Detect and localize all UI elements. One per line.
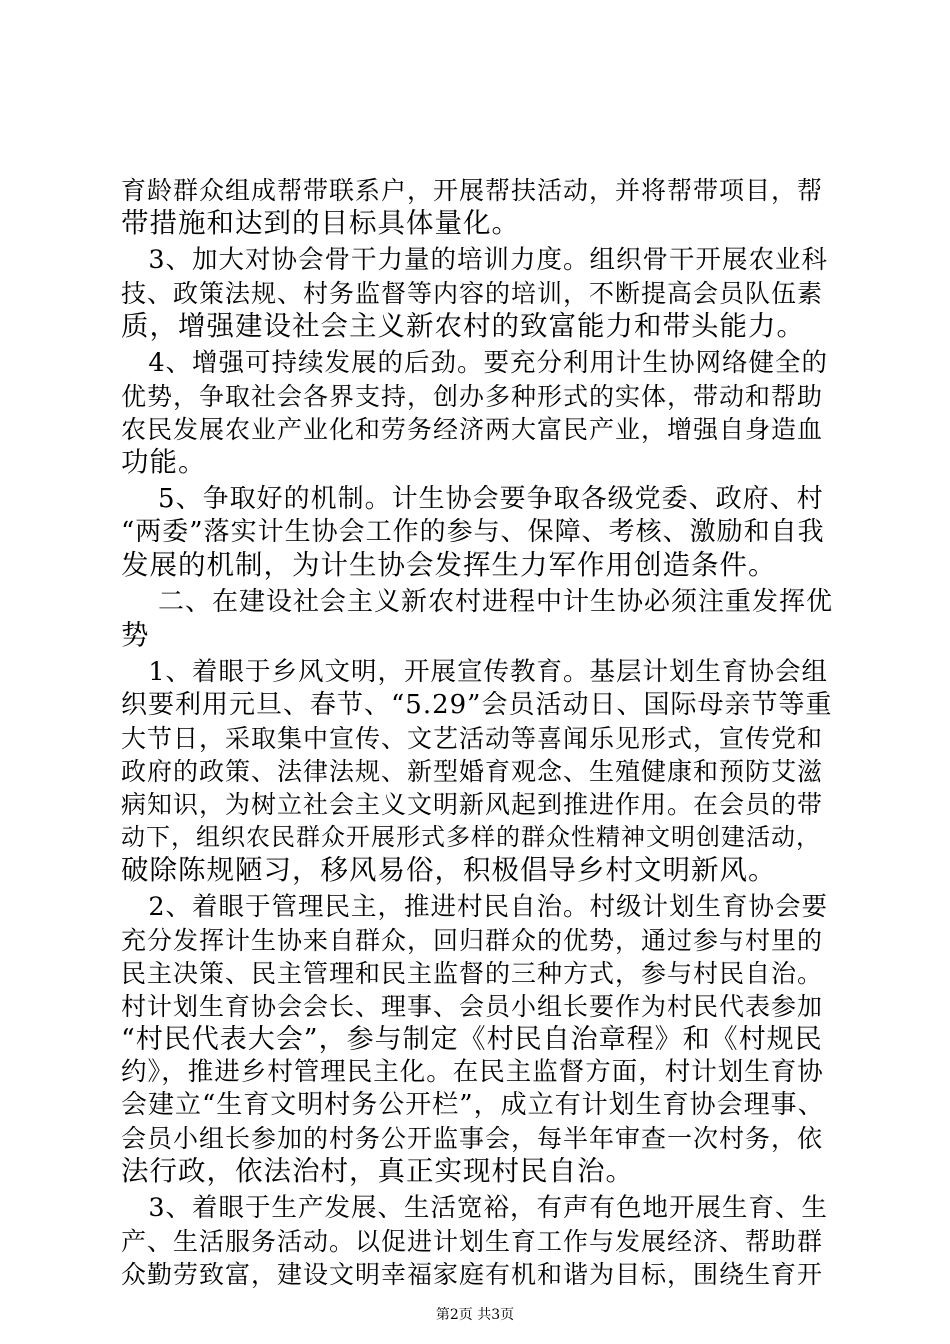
text-line: 产、生活服务活动。以促进计划生育工作与发展经济、帮助群	[121, 1227, 824, 1256]
text-line: 二、在建设社会主义新农村进程中计生协必须注重发挥优	[121, 587, 834, 617]
text-line: 质，增强建设社会主义新农村的致富能力和带头能力。	[121, 310, 805, 342]
text-line: 大节日，采取集中宣传、文艺活动等喜闻乐见形式，宣传党和	[121, 724, 824, 753]
text-line: 会员小组长参加的村务公开监事会，每半年审查一次村务，依	[121, 1124, 824, 1153]
text-line: 织要利用元旦、春节、“5.29”会员活动日、国际母亲节等重	[121, 690, 833, 720]
text-line: 3、着眼于生产发展、生活宽裕，有声有色地开展生育、生	[121, 1193, 829, 1223]
text-line: 农民发展农业产业化和劳务经济两大富民产业，增强自身造血	[121, 415, 824, 444]
text-line: 1、着眼于乡风文明，开展宣传教育。基层计划生育协会组	[121, 657, 829, 687]
text-line: 政府的政策、法律法规、新型婚育观念、生殖健康和预防艾滋	[121, 757, 824, 786]
text-line: 带措施和达到的目标具体量化。	[121, 207, 520, 239]
text-line: 动下，组织农民群众开展形式多样的群众性精神文明创建活动，	[121, 823, 821, 851]
text-line: 优势，争取社会各界支持，创办多种形式的实体，带动和帮助	[121, 382, 824, 411]
text-line: 破除陈规陋习，移风易俗，积极倡导乡村文明新风。	[121, 854, 777, 886]
text-line: 育龄群众组成帮带联系户，开展帮扶活动，并将帮带项目，帮	[121, 176, 824, 205]
text-line: 村计划生育协会会长、理事、会员小组长要作为村民代表参加	[121, 992, 824, 1021]
text-line: 功能。	[121, 446, 207, 478]
text-line: 4、增强可持续发展的后劲。要充分利用计生协网络健全的	[121, 348, 829, 378]
text-line: 势	[121, 619, 150, 651]
text-line: 2、着眼于管理民主，推进村民自治。村级计划生育协会要	[121, 892, 829, 922]
text-line: “两委”落实计生协会工作的参与、保障、考核、激励和自我	[121, 517, 825, 547]
text-line: 3、加大对协会骨干力量的培训力度。组织骨干开展农业科	[121, 245, 829, 275]
text-line: 法行政，依法治村，真正实现村民自治。	[121, 1155, 634, 1187]
text-line: 5、争取好的机制。计生协会要争取各级党委、政府、村	[121, 484, 824, 514]
text-line: 发展的机制，为计生协会发挥生力军作用创造条件。	[121, 549, 777, 581]
text-line: 约》，推进乡村管理民主化。在民主监督方面，村计划生育协	[121, 1057, 824, 1087]
text-line: 民主决策、民主管理和民主监督的三种方式，参与村民自治。	[121, 959, 824, 988]
page-footer: 第2页 共3页	[435, 1307, 515, 1323]
text-line: 技、政策法规、村务监督等内容的培训，不断提高会员队伍素	[121, 279, 824, 308]
text-line: 充分发挥计生协来自群众，回归群众的优势，通过参与村里的	[121, 926, 824, 955]
document-body	[121, 174, 833, 1291]
text-line: 众勤劳致富，建设文明幸福家庭有机和谐为目标，围绕生育开	[121, 1260, 824, 1289]
text-line: 病知识，为树立社会主义文明新风起到推进作用。在会员的带	[121, 790, 824, 819]
text-line: “村民代表大会”，参与制定《村民自治章程》和《村规民	[121, 1024, 823, 1055]
text-line: 会建立“生育文明村务公开栏”，成立有计划生育协会理事、	[121, 1090, 825, 1120]
